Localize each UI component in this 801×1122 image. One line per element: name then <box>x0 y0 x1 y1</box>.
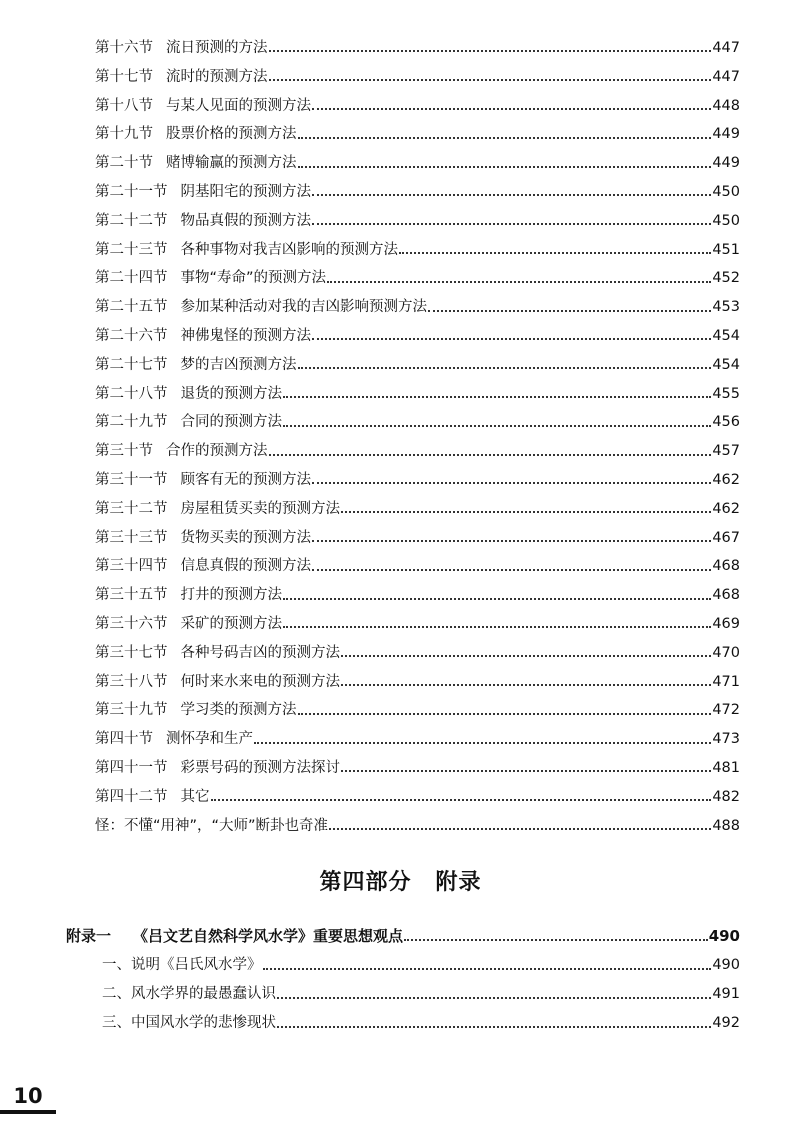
page-number-text: 10 <box>13 1084 43 1108</box>
toc-page-number: 462 <box>712 500 740 517</box>
toc-section-title: 事物“寿命”的预测方法 <box>180 270 327 287</box>
toc-page-number: 482 <box>712 788 740 805</box>
dot-leader <box>277 1026 711 1028</box>
toc-section-number: 第二十五节 <box>95 299 168 316</box>
toc-entry[interactable] <box>95 610 740 639</box>
toc-section-title: 各种事物对我吉凶影响的预测方法 <box>180 241 398 258</box>
toc-section-number: 第三十五节 <box>95 587 168 604</box>
dot-leader <box>341 655 711 657</box>
appendix-sub-title: 一、说明《吕氏风水学》 <box>102 957 262 973</box>
toc-section-title: 测怀孕和生产 <box>166 731 253 748</box>
toc-section-number: 第二十九节 <box>95 414 168 431</box>
toc-page-number: 481 <box>712 759 740 776</box>
toc-section-number: 第十六节 <box>95 40 153 56</box>
toc-page-number: 455 <box>712 385 740 402</box>
toc-section-title: 信息真假的预测方法 <box>180 558 311 575</box>
dot-leader <box>269 454 712 456</box>
dot-leader <box>312 108 711 110</box>
table-of-contents <box>95 34 740 840</box>
toc-section-number: 第二十四节 <box>95 270 168 287</box>
toc-entry[interactable] <box>95 178 740 207</box>
dot-leader <box>404 939 708 941</box>
toc-entry[interactable] <box>95 322 740 351</box>
appendix-sub-page-number: 492 <box>712 1015 740 1031</box>
toc-page-number: 488 <box>712 817 740 834</box>
toc-page-number: 456 <box>712 414 740 431</box>
toc-page-number: 449 <box>712 126 740 143</box>
toc-page-number: 448 <box>712 97 740 114</box>
toc-section-title: 顾客有无的预测方法 <box>180 471 311 488</box>
toc-entry[interactable] <box>95 495 740 524</box>
toc-section-number: 第十八节 <box>95 97 153 114</box>
page-number <box>0 1078 56 1118</box>
toc-section-title: 学习类的预测方法 <box>180 702 297 719</box>
toc-section-title: 股票价格的预测方法 <box>166 126 297 143</box>
dot-leader <box>298 367 712 369</box>
toc-entry[interactable] <box>95 34 740 63</box>
dot-leader <box>329 828 711 830</box>
appendix-list <box>66 922 740 1038</box>
toc-section-number: 第三十节 <box>95 443 153 460</box>
dot-leader <box>211 799 712 801</box>
toc-entry[interactable] <box>95 725 740 754</box>
toc-section-title: 梦的吉凶预测方法 <box>180 356 297 373</box>
toc-entry[interactable] <box>95 149 740 178</box>
appendix-page-number: 490 <box>708 927 740 945</box>
toc-page-number: 452 <box>712 270 740 287</box>
toc-page-number: 473 <box>712 731 740 748</box>
toc-entry[interactable] <box>95 207 740 236</box>
toc-section-title: 彩票号码的预测方法探讨 <box>180 759 340 776</box>
toc-page-number: 450 <box>712 183 740 200</box>
dot-leader <box>312 223 711 225</box>
toc-section-number: 第二十八节 <box>95 385 168 402</box>
toc-page-number: 470 <box>712 644 740 661</box>
toc-page-number: 468 <box>712 587 740 604</box>
toc-page-number: 471 <box>712 673 740 690</box>
dot-leader <box>312 338 711 340</box>
toc-section-title: 阴基阳宅的预测方法 <box>180 183 311 200</box>
toc-page-number: 468 <box>712 558 740 575</box>
toc-entry[interactable] <box>95 63 740 92</box>
toc-entry[interactable] <box>95 783 740 812</box>
toc-section-number: 第三十三节 <box>95 529 168 546</box>
toc-section-number: 第三十二节 <box>95 500 168 517</box>
appendix-sub-entry[interactable] <box>102 951 740 980</box>
toc-entry[interactable] <box>95 524 740 553</box>
dot-leader <box>341 770 711 772</box>
toc-section-number: 第三十六节 <box>95 615 168 632</box>
dot-leader <box>283 626 711 628</box>
toc-page-number: 447 <box>712 68 740 85</box>
dot-leader <box>399 252 711 254</box>
toc-section-title: 流日预测的方法 <box>166 40 268 56</box>
toc-section-number: 第四十节 <box>95 731 153 748</box>
dot-leader <box>298 137 712 139</box>
dot-leader <box>254 742 711 744</box>
dot-leader <box>312 482 711 484</box>
toc-entry[interactable] <box>95 812 740 841</box>
toc-entry[interactable] <box>95 236 740 265</box>
appendix-sub-title: 三、中国风水学的悲惨现状 <box>102 1015 276 1031</box>
toc-entry[interactable] <box>95 120 740 149</box>
dot-leader <box>312 569 711 571</box>
appendix-sub-entry[interactable] <box>102 1009 740 1038</box>
toc-page-number: 451 <box>712 241 740 258</box>
toc-entry[interactable] <box>95 264 740 293</box>
dot-leader <box>269 50 712 52</box>
toc-entry[interactable] <box>95 437 740 466</box>
toc-section-title: 何时来水来电的预测方法 <box>180 673 340 690</box>
appendix-sub-title: 二、风水学界的最愚蠢认识 <box>102 986 276 1002</box>
toc-section-title: 各种号码吉凶的预测方法 <box>180 644 340 661</box>
dot-leader <box>341 511 711 513</box>
toc-section-title: 怪：不懂“用神”，“大师”断卦也奇准 <box>95 817 329 834</box>
toc-page-number: 453 <box>712 299 740 316</box>
toc-page-number: 457 <box>712 443 740 460</box>
toc-section-number: 第十七节 <box>95 68 153 85</box>
toc-entry[interactable] <box>95 466 740 495</box>
toc-section-title: 物品真假的预测方法 <box>180 212 311 229</box>
dot-leader <box>312 194 711 196</box>
toc-section-number: 第二十节 <box>95 155 153 172</box>
toc-page-number: 472 <box>712 702 740 719</box>
part-number: 第四部分 <box>319 870 412 895</box>
part-heading <box>0 865 801 896</box>
toc-section-title: 货物买卖的预测方法 <box>180 529 311 546</box>
toc-entry[interactable] <box>95 668 740 697</box>
appendix-title: 《吕文艺自然科学风水学》重要思想观点 <box>133 927 404 945</box>
dot-leader <box>263 968 712 970</box>
toc-section-number: 第三十七节 <box>95 644 168 661</box>
toc-section-title: 合同的预测方法 <box>180 414 282 431</box>
toc-page-number: 454 <box>712 356 740 373</box>
dot-leader <box>312 540 711 542</box>
dot-leader <box>277 997 711 999</box>
toc-section-number: 第二十一节 <box>95 183 168 200</box>
toc-section-number: 第二十二节 <box>95 212 168 229</box>
toc-section-number: 第十九节 <box>95 126 153 143</box>
dot-leader <box>428 310 711 312</box>
toc-section-title: 参加某种活动对我的吉凶影响预测方法 <box>180 299 427 316</box>
toc-page-number: 469 <box>712 615 740 632</box>
toc-section-number: 第三十八节 <box>95 673 168 690</box>
toc-section-title: 其它 <box>180 788 210 805</box>
page-number-underline <box>0 1110 56 1114</box>
appendix-sub-page-number: 490 <box>712 957 740 973</box>
toc-entry[interactable] <box>95 639 740 668</box>
dot-leader <box>283 598 711 600</box>
toc-entry[interactable] <box>95 581 740 610</box>
toc-page-number: 454 <box>712 327 740 344</box>
dot-leader <box>283 425 711 427</box>
toc-entry[interactable] <box>95 380 740 409</box>
toc-entry[interactable] <box>95 351 740 380</box>
toc-page-number: 447 <box>712 40 740 56</box>
dot-leader <box>327 281 711 283</box>
toc-section-number: 第三十四节 <box>95 558 168 575</box>
appendix-sub-entry[interactable] <box>102 980 740 1009</box>
toc-section-title: 合作的预测方法 <box>166 443 268 460</box>
toc-section-title: 赌博输赢的预测方法 <box>166 155 297 172</box>
toc-section-title: 退货的预测方法 <box>180 385 282 402</box>
toc-section-title: 神佛鬼怪的预测方法 <box>180 327 311 344</box>
appendix-sub-page-number: 491 <box>712 986 740 1002</box>
dot-leader <box>283 396 711 398</box>
toc-entry[interactable] <box>95 552 740 581</box>
toc-entry[interactable] <box>95 754 740 783</box>
dot-leader <box>269 79 712 81</box>
toc-section-number: 第二十三节 <box>95 241 168 258</box>
toc-section-title: 流时的预测方法 <box>166 68 268 85</box>
toc-entry[interactable] <box>95 293 740 322</box>
toc-section-title: 打井的预测方法 <box>180 587 282 604</box>
toc-section-title: 房屋租赁买卖的预测方法 <box>180 500 340 517</box>
dot-leader <box>298 713 712 715</box>
appendix-label: 附录一 <box>66 927 112 945</box>
toc-page-number: 450 <box>712 212 740 229</box>
toc-page-number: 462 <box>712 471 740 488</box>
toc-section-number: 第三十九节 <box>95 702 168 719</box>
toc-page-number: 449 <box>712 155 740 172</box>
toc-entry[interactable] <box>95 92 740 121</box>
toc-entry[interactable] <box>95 696 740 725</box>
toc-page-number: 467 <box>712 529 740 546</box>
dot-leader <box>298 166 712 168</box>
toc-section-number: 第四十一节 <box>95 759 168 776</box>
toc-section-number: 第二十六节 <box>95 327 168 344</box>
toc-entry[interactable] <box>95 408 740 437</box>
toc-section-number: 第四十二节 <box>95 788 168 805</box>
toc-section-number: 第三十一节 <box>95 471 168 488</box>
toc-section-title: 采矿的预测方法 <box>180 615 282 632</box>
toc-section-title: 与某人见面的预测方法 <box>166 97 311 114</box>
toc-section-number: 第二十七节 <box>95 356 168 373</box>
part-name: 附录 <box>435 870 482 895</box>
dot-leader <box>341 684 711 686</box>
appendix-entry[interactable] <box>66 922 740 951</box>
